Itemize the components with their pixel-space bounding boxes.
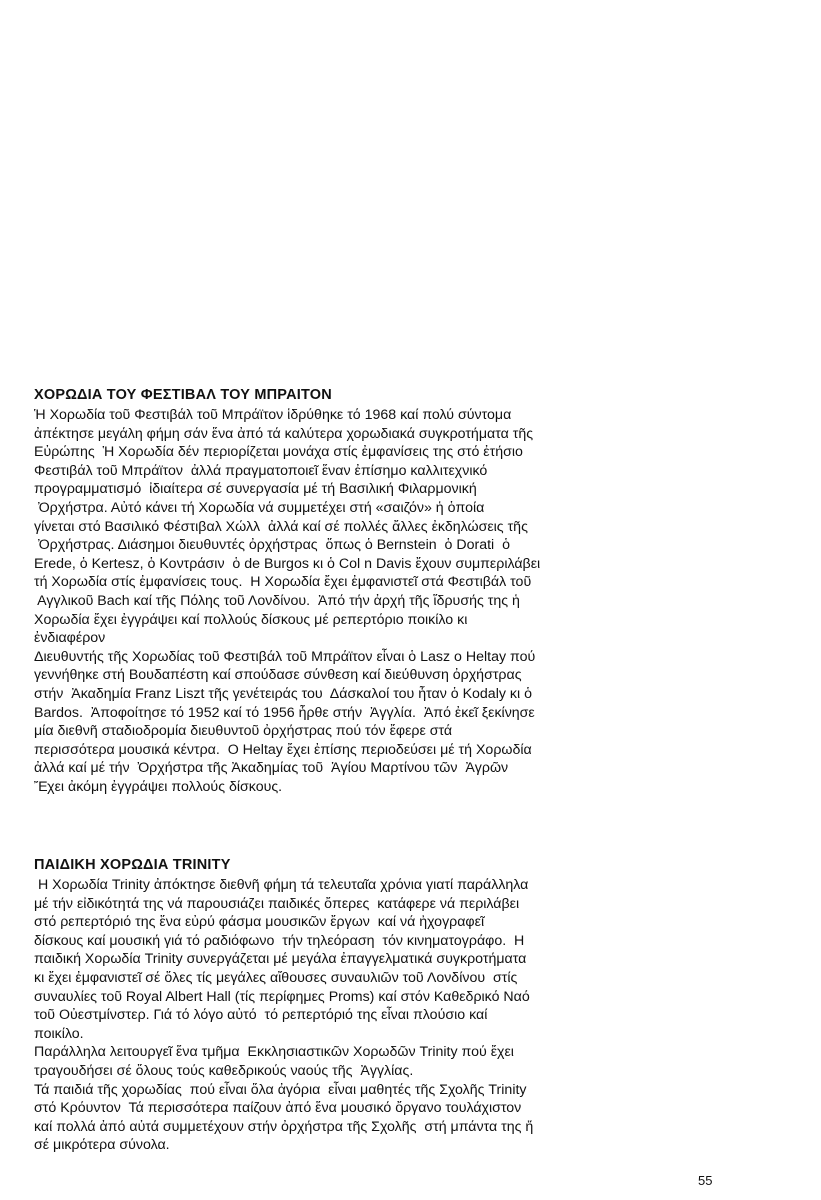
text-line: Ἡ Χορωδία τοῦ Φεστιβάλ τοῦ Μπράϊτον ἱδρύθηκε τό 1968 καί πολύ σύντομα (34, 407, 512, 423)
text-line: τή Χορωδία στίς ἐμφανίσεις τους. Η Χορωδία ἔχει ἐμφανιστεῖ στά Φεστιβάλ τοῦ (34, 574, 532, 591)
text-line: τοῦ Οὐεστμίνστερ. Γιά τό λόγο αὐτό τό ρεπερτόριό της εἶναι πλούσιο καί (34, 1007, 488, 1024)
text-line: δίσκους καί μουσική γιά τό ραδιόφωνο τήν τηλεόραση τόν κινηματογράφο. Η (34, 932, 525, 949)
text-line: Διευθυντής τῆς Χορωδίας τοῦ Φεστιβάλ τοῦ Μπράϊτον εἶναι ὁ Lasz o Heltay πού (34, 648, 536, 665)
text-line: στό ρεπερτόριό της ἕνα εὐρύ φάσμα μουσικῶν ἔργων καί νά ἠχογραφεῖ (34, 914, 485, 931)
section-brighton-festival-chorus (34, 386, 794, 796)
text-line: παιδική Χορωδία Trinity συνεργάζεται μέ μεγάλα ἐπαγγελματικά συγκροτήματα (34, 951, 527, 968)
section-body (34, 876, 794, 1155)
text-line: Ἔχει ἀκόμη ἐγγράψει πολλούς δίσκους. (34, 778, 283, 795)
text-line: σέ μικρότερα σύνολα. (34, 1137, 170, 1154)
text-line: ἀλλά καί μέ τήν Ὀρχήστρα τῆς Ἀκαδημίας τοῦ Ἁγίου Μαρτίνου τῶν Ἀγρῶν (34, 760, 509, 777)
text-line: καί πολλά ἀπό αὐτά συμμετέχουν στήν ὀρχήστρα τῆς Σχολῆς στή μπάντα της ἤ (34, 1118, 534, 1135)
section-body (34, 406, 794, 796)
text-line: στό Κρόυντον Τά περισσότερα παίζουν ἀπό ἕνα μουσικό ὄργανο τουλάχιστον (34, 1100, 522, 1117)
text-line: Bardos. Ἀποφοίτησε τό 1952 καί τό 1956 ἦρθε στήν Ἀγγλία. Ἀπό ἐκεῖ ξεκίνησε (34, 704, 535, 721)
section-heading: ΠΑΙΔΙΚΗ ΧΟΡΩΔΙΑ TRINITY (34, 857, 231, 873)
text-line: Αγγλικοῦ Bach καί τῆς Πόλης τοῦ Λονδίνου. Ἀπό τήν ἀρχή τῆς ἵδρυσής της ἡ (34, 592, 520, 609)
text-line: Χορωδία ἔχει ἐγγράψει καί πολλούς δίσκους μέ ρεπερτόριο ποικίλο κι (34, 611, 468, 628)
text-line: κι ἔχει ἐμφανιστεῖ σέ ὅλες τίς μεγάλες αἴθουσες συναυλιῶν τοῦ Λονδίνου στίς (34, 969, 518, 986)
section-heading: ΧΟΡΩΔΙΑ ΤΟΥ ΦΕΣΤΙΒΑΛ ΤΟΥ ΜΠΡΑΙΤΟΝ (34, 387, 332, 403)
page-number: 55 (698, 1173, 713, 1188)
text-line: Φεστιβάλ τοῦ Μπράϊτον ἀλλά πραγματοποιεῖ ἕναν ἐπίσημο καλλιτεχνικό (34, 462, 488, 479)
text-line: Παράλληλα λειτουργεῖ ἕνα τμῆμα Εκκλησιαστικῶν Χορωδῶν Trinity πού ἔχει (34, 1044, 514, 1061)
text-line: γίνεται στό Βασιλικό Φέστιβαλ Χώλλ ἀλλά καί σέ πολλές ἄλλες ἐκδηλώσεις τῆς (34, 518, 528, 535)
text-line: ἐνδιαφέρον (34, 630, 106, 647)
text-line: γεννήθηκε στή Βουδαπέστη καί σπούδασε σύνθεση καί διεύθυνση ὀρχήστρας (34, 667, 522, 684)
text-line: τραγουδήσει σέ ὅλους τούς καθεδρικούς ναούς τῆς Ἀγγλίας. (34, 1062, 414, 1079)
text-line: ἀπέκτησε μεγάλη φήμη σάν ἕνα ἀπό τά καλύτερα χορωδιακά συγκροτήματα τῆς (34, 425, 534, 442)
text-line: προγραμματισμό ἰδιαίτερα σέ συνεργασία μέ τή Βασιλική Φιλαρμονική (34, 481, 477, 498)
section-trinity-boys-choir (34, 856, 794, 1155)
text-line: Ὀρχήστρα. Αὐτό κάνει τή Χορωδία νά συμμετέχει στή «σαιζόν» ἡ ὁποία (34, 499, 485, 516)
text-line: μέ τήν εἰδικότητά της νά παρουσιάζει παιδικές ὄπερες κατάφερε νά περιλάβει (34, 895, 520, 912)
text-line: περισσότερα μουσικά κέντρα. Ο Heltay ἔχει ἐπίσης περιοδεύσει μέ τή Χορωδία (34, 741, 532, 758)
text-line: ποικίλο. (34, 1025, 84, 1042)
text-line: Erede, ὁ Kertesz, ὁ Κοντράσιν ὁ de Burgos κι ὁ Col n Davis ἔχουν συμπεριλάβει (34, 555, 541, 572)
text-line: Ὀρχήστρας. Διάσημοι διευθυντές ὀρχήστρας ὅπως ὁ Bernstein ὁ Dorati ὁ (34, 537, 510, 554)
text-line: Η Χορωδία Trinity ἀπόκτησε διεθνῆ φήμη τά τελευταῖα χρόνια γιατί παράλληλα (34, 877, 529, 893)
text-line: μία διεθνῆ σταδιοδρομία διευθυντοῦ ὀρχήστρας πού τόν ἔφερε στά (34, 723, 453, 740)
text-line: Εὐρώπης Ἡ Χορωδία δέν περιορίζεται μονάχα στίς ἐμφανίσεις της στό ἐτήσιο (34, 444, 523, 461)
text-line: Τά παιδιά τῆς χορωδίας πού εἶναι ὅλα ἀγόρια εἶναι μαθητές τῆς Σχολῆς Trinity (34, 1081, 527, 1098)
text-line: στήν Ἀκαδημία Franz Liszt τῆς γενέτειράς του Δάσκαλοί του ἦταν ὁ Kodaly κι ὁ (34, 685, 532, 702)
text-line: συναυλίες τοῦ Royal Albert Hall (τίς περίφημες Proms) καί στόν Καθεδρικό Ναό (34, 988, 530, 1005)
